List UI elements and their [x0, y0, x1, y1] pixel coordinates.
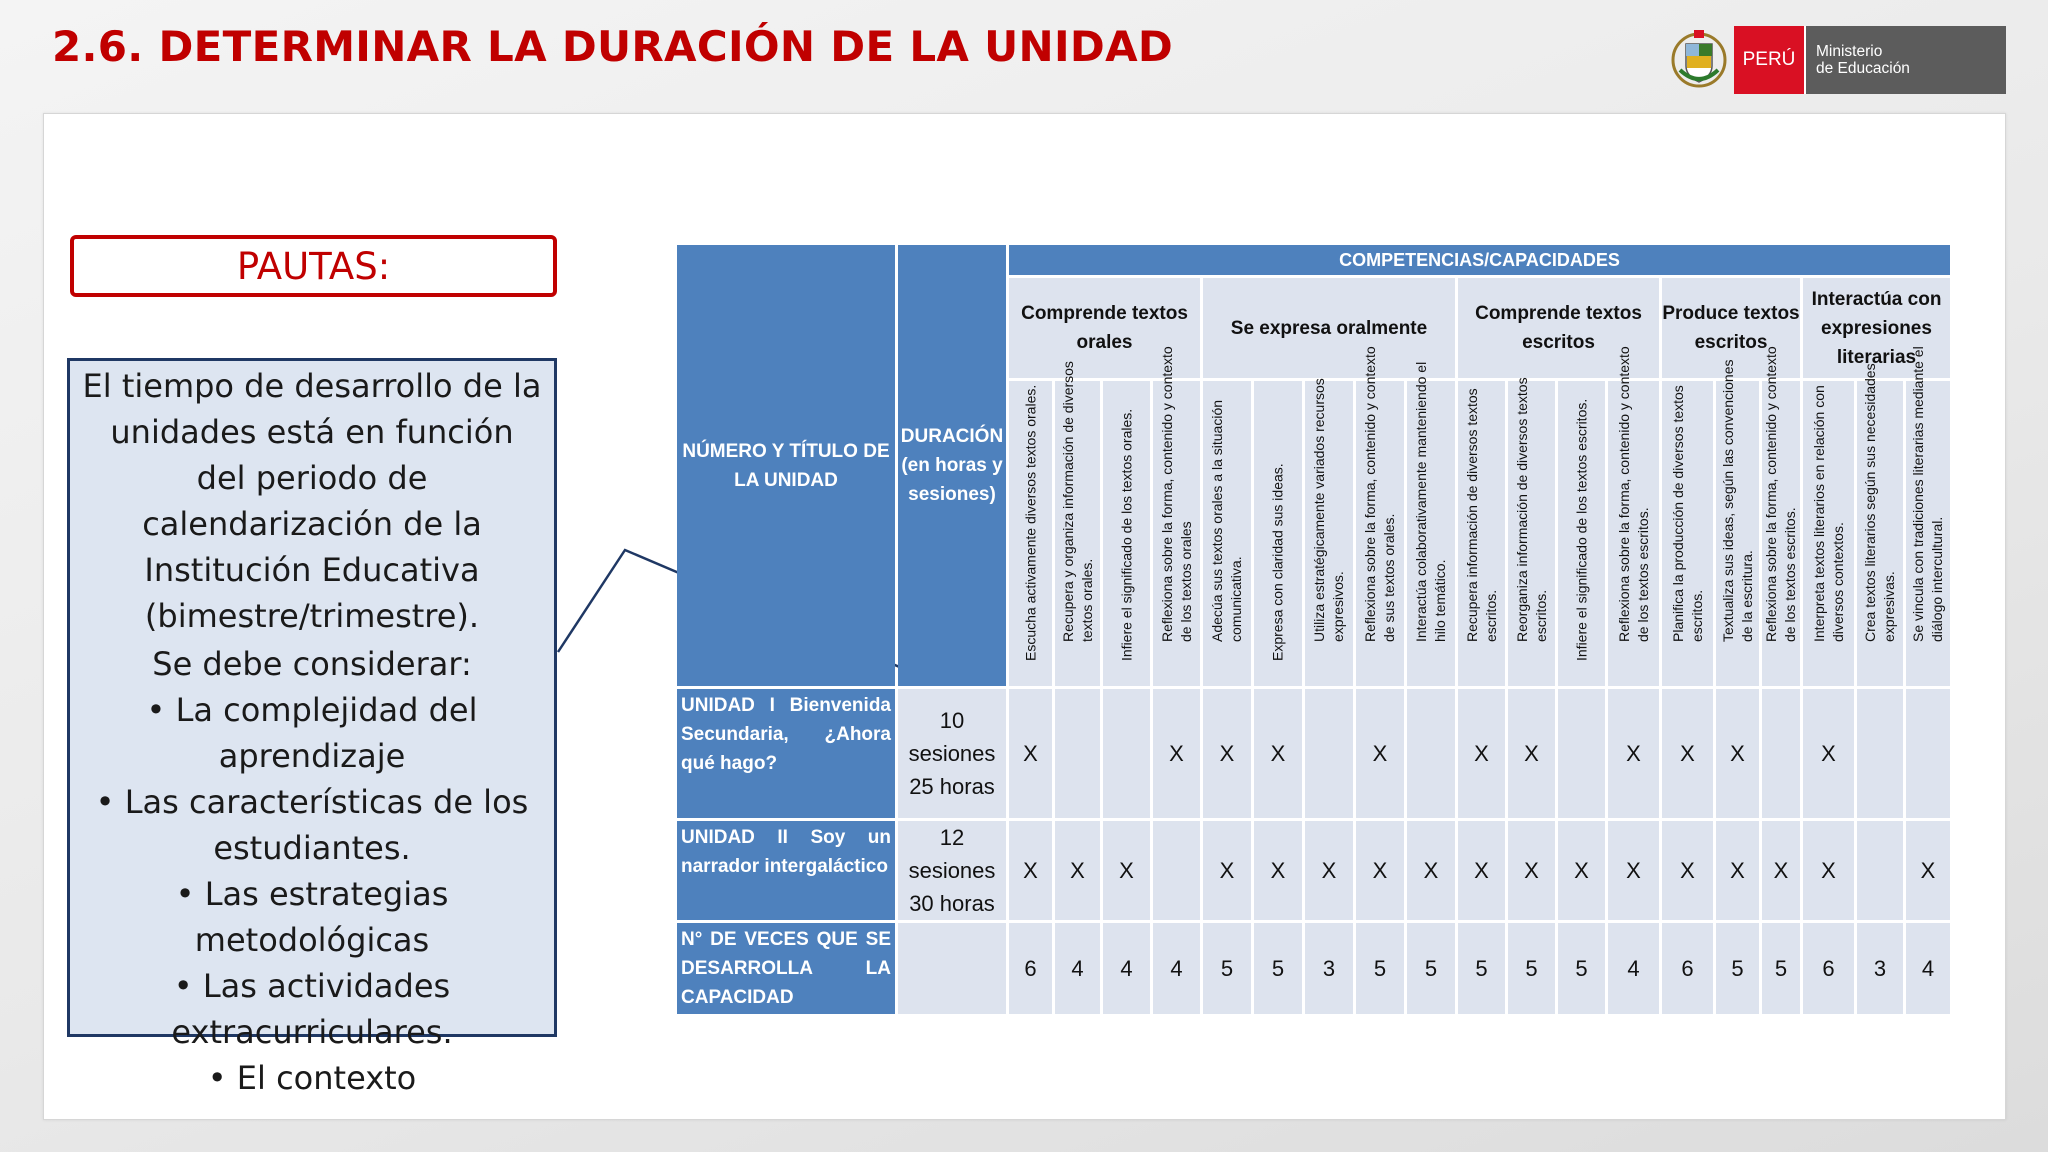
- unit-sessions: 10 sesiones: [908, 708, 996, 766]
- bullet-text: El contexto: [236, 1059, 417, 1097]
- capacity-label: Recupera información de diversos textos escritos.: [1463, 388, 1499, 642]
- guidelines-list: [70, 687, 554, 1101]
- capacity-header: [1857, 363, 1903, 686]
- capacity-mark: [1153, 821, 1200, 920]
- capacity-mark: X: [1803, 689, 1854, 818]
- capacity-total: 5: [1254, 923, 1302, 1014]
- capacity-total: 5: [1508, 923, 1555, 1014]
- capacity-mark: X: [1055, 821, 1100, 920]
- bullet-text: La complejidad del aprendizaje: [175, 691, 478, 775]
- capacity-total: 4: [1153, 923, 1200, 1014]
- capacity-total: 5: [1203, 923, 1251, 1014]
- duration-table: [674, 242, 1953, 1017]
- capacity-header: [1458, 381, 1505, 686]
- unit-title: UNIDAD I Bienvenida Secundaria, ¿Ahora qué hago?: [677, 689, 895, 818]
- capacity-mark: X: [1716, 821, 1759, 920]
- capacity-mark: X: [1203, 689, 1251, 818]
- unit-sessions: 12 sesiones: [908, 825, 996, 883]
- totals-label: N° DE VECES QUE SE DESARROLLA LA CAPACIDAD: [677, 923, 895, 1014]
- unit-row: [677, 821, 1950, 920]
- capacity-total: 4: [1906, 923, 1950, 1014]
- capacity-mark: X: [1009, 821, 1052, 920]
- capacity-total: 6: [1009, 923, 1052, 1014]
- capacity-label: Adecúa sus textos orales a la situación comunicativa.: [1209, 399, 1244, 642]
- capacity-header: [1009, 381, 1052, 686]
- page-title: 2.6. DETERMINAR LA DURACIÓN DE LA UNIDAD: [52, 22, 1174, 71]
- capacity-total: 5: [1356, 923, 1404, 1014]
- capacity-label: Infiere el significado de los textos orales.: [1118, 408, 1134, 661]
- guideline-bullet: • Las características de los estudiantes.: [95, 783, 529, 867]
- bullet-text: Las características de los estudiantes.: [124, 783, 529, 867]
- guidelines-heading: PAUTAS:: [70, 235, 557, 297]
- capacity-label: Textualiza sus ideas, según las convenciones de la escritura.: [1719, 359, 1755, 642]
- capacity-mark: [1055, 689, 1100, 818]
- capacity-mark: X: [1662, 689, 1713, 818]
- capacity-label: Escucha activamente diversos textos orales.: [1022, 384, 1038, 661]
- capacity-label: Reflexiona sobre la forma, contenido y contexto de los textos orales: [1158, 346, 1194, 642]
- guidelines-lead: Se debe considerar:: [152, 645, 472, 683]
- capacity-header: [1305, 378, 1353, 686]
- capacity-mark: X: [1458, 821, 1505, 920]
- capacity-total: 6: [1662, 923, 1713, 1014]
- capacity-mark: [1558, 689, 1605, 818]
- totals-duration-empty: [898, 923, 1006, 1014]
- unit-hours: 25 horas: [909, 774, 995, 799]
- capacity-mark: X: [1558, 821, 1605, 920]
- duration-column-header: DURACIÓN (en horas y sesiones): [898, 245, 1006, 686]
- peru-label: PERÚ: [1734, 26, 1804, 94]
- capacity-mark: [1762, 689, 1800, 818]
- capacity-header: [1906, 346, 1950, 686]
- capacity-label: Expresa con claridad sus ideas.: [1269, 463, 1286, 661]
- ministry-logo: [1670, 26, 2006, 94]
- capacity-mark: X: [1608, 821, 1659, 920]
- bullet-text: Las estrategias metodológicas: [194, 875, 449, 959]
- capacity-mark: X: [1508, 821, 1555, 920]
- capacity-mark: X: [1203, 821, 1251, 920]
- capacity-total: 3: [1305, 923, 1353, 1014]
- capacity-header: [1762, 346, 1800, 686]
- capacity-total: 5: [1762, 923, 1800, 1014]
- capacity-header: [1508, 377, 1555, 686]
- capacity-header: [1103, 381, 1150, 686]
- capacity-header: [1558, 381, 1605, 686]
- ministry-label: [1804, 26, 2006, 94]
- capacity-mark: X: [1608, 689, 1659, 818]
- guideline-bullet: • La complejidad del aprendizaje: [146, 691, 478, 775]
- ministry-line-1: Ministerio: [1816, 43, 1883, 60]
- capacity-mark: X: [1906, 821, 1950, 920]
- capacity-mark: X: [1103, 821, 1150, 920]
- competency-group-header: Produce textos escritos: [1662, 278, 1800, 378]
- capacity-mark: [1103, 689, 1150, 818]
- ministry-line-2: de Educación: [1816, 60, 1910, 77]
- totals-row: [677, 923, 1950, 1014]
- capacity-label: Reflexiona sobre la forma, contenido y contexto de los textos escritos.: [1763, 346, 1798, 642]
- capacity-header: [1662, 381, 1713, 686]
- capacity-header: [1254, 381, 1302, 686]
- guidelines-intro: El tiempo de desarrollo de la unidades está en función del periodo de calendarización de la Institución Educativa (bimestre/trimestre).: [82, 367, 542, 635]
- capacity-mark: X: [1716, 689, 1759, 818]
- capacity-label: Crea textos literarios según sus necesidades expresivas.: [1862, 363, 1897, 642]
- bullet-text: Las actividades extracurriculares.: [171, 967, 453, 1051]
- capacity-total: 6: [1803, 923, 1854, 1014]
- competency-group-header: Interactúa con expresiones literarias: [1803, 278, 1950, 378]
- capacity-header: [1803, 381, 1854, 686]
- capacity-total: 5: [1458, 923, 1505, 1014]
- capacity-total: 4: [1608, 923, 1659, 1014]
- capacity-mark: [1407, 689, 1455, 818]
- capacity-header: [1203, 381, 1251, 686]
- capacity-mark: X: [1356, 689, 1404, 818]
- capacity-label: Se vincula con tradiciones literarias mediante el diálogo intercultural.: [1910, 346, 1945, 642]
- capacity-mark: X: [1305, 821, 1353, 920]
- capacity-header: [1055, 361, 1100, 686]
- coat-of-arms-icon: [1670, 26, 1728, 94]
- capacity-total: 5: [1407, 923, 1455, 1014]
- capacity-mark: X: [1803, 821, 1854, 920]
- unit-row: [677, 689, 1950, 818]
- capacity-label: Reflexiona sobre la forma, contenido y contexto de sus textos orales.: [1362, 346, 1397, 642]
- capacity-total: 5: [1558, 923, 1605, 1014]
- capacity-mark: X: [1009, 689, 1052, 818]
- unit-duration: [898, 689, 1006, 818]
- capacity-total: 4: [1055, 923, 1100, 1014]
- capacity-header: [1407, 361, 1455, 686]
- capacity-header: [1608, 346, 1659, 686]
- capacity-total: 5: [1716, 923, 1759, 1014]
- capacity-label: Reflexiona sobre la forma, contenido y contexto de los textos escritos.: [1615, 346, 1651, 642]
- capacity-label: Reorganiza información de diversos textos escritos.: [1513, 377, 1549, 642]
- unit-duration: [898, 821, 1006, 920]
- capacity-header: [1356, 346, 1404, 686]
- capacity-label: Interactúa colaborativamente manteniendo el hilo temático.: [1413, 361, 1448, 642]
- capacity-mark: [1857, 689, 1903, 818]
- unit-column-header: NÚMERO Y TÍTULO DE LA UNIDAD: [677, 245, 895, 686]
- capacity-mark: X: [1662, 821, 1713, 920]
- capacity-label: Planifica la producción de diversos textos escritos.: [1669, 385, 1705, 642]
- capacity-label: Recupera y organiza información de diversos textos orales.: [1059, 361, 1095, 642]
- capacity-label: Infiere el significado de los textos escritos.: [1573, 398, 1589, 661]
- capacity-mark: X: [1254, 689, 1302, 818]
- capacity-mark: [1857, 821, 1903, 920]
- guideline-bullet: • Las actividades extracurriculares.: [171, 967, 453, 1051]
- capacity-header: [1153, 346, 1200, 686]
- unit-title: UNIDAD II Soy un narrador intergaláctico: [677, 821, 895, 920]
- competency-group-header: Comprende textos orales: [1009, 278, 1200, 378]
- capacity-mark: X: [1254, 821, 1302, 920]
- capacity-mark: X: [1762, 821, 1800, 920]
- guideline-bullet: • Las estrategias metodológicas: [175, 875, 449, 959]
- unit-hours: 30 horas: [909, 891, 995, 916]
- capacity-total: 4: [1103, 923, 1150, 1014]
- competencies-header: COMPETENCIAS/CAPACIDADES: [1009, 245, 1950, 275]
- capacity-mark: X: [1458, 689, 1505, 818]
- competency-group-header: Se expresa oralmente: [1203, 278, 1455, 378]
- capacity-mark: X: [1153, 689, 1200, 818]
- capacity-mark: X: [1407, 821, 1455, 920]
- capacity-label: Utiliza estratégicamente variados recursos expresivos.: [1311, 378, 1346, 642]
- capacity-label: Interpreta textos literarios en relación con diversos contextos.: [1810, 385, 1846, 642]
- capacity-header: [1716, 359, 1759, 686]
- capacity-mark: [1305, 689, 1353, 818]
- competency-group-header: Comprende textos escritos: [1458, 278, 1659, 378]
- capacity-mark: X: [1356, 821, 1404, 920]
- capacity-total: 3: [1857, 923, 1903, 1014]
- guideline-bullet: • El contexto: [207, 1059, 417, 1097]
- capacity-mark: X: [1508, 689, 1555, 818]
- guidelines-box: [67, 358, 557, 1097]
- capacity-mark: [1906, 689, 1950, 818]
